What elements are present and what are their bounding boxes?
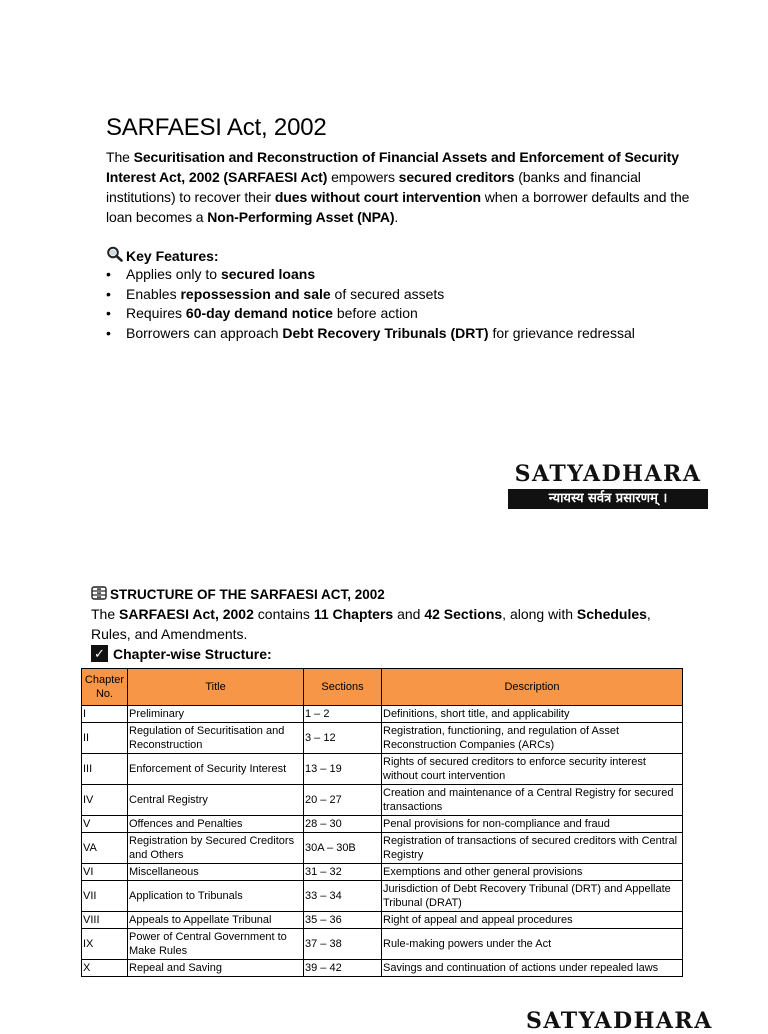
dues-text: dues without court intervention	[274, 189, 481, 205]
feature-text: Borrowers can approach	[126, 324, 283, 341]
intro-paragraph	[106, 147, 706, 227]
act-full-name: Securitisation and Reconstruction of Financial Assets and Enforcement of Security Interest Act, 2002 (SARFAESI Act)	[106, 149, 679, 185]
feature-text: Applies only to	[126, 266, 221, 282]
cell-chapter: III	[82, 754, 128, 785]
feature-text: Requires	[126, 305, 186, 321]
structure-text: contains	[253, 606, 314, 622]
cell-title: Repeal and Saving	[128, 960, 304, 977]
structure-heading	[91, 586, 385, 603]
cell-chapter: IV	[82, 785, 128, 816]
structure-paragraph	[91, 604, 691, 644]
table-row	[82, 833, 683, 864]
table-row	[82, 960, 683, 977]
satyadhara-logo-footer: SATYADHARA	[526, 1008, 713, 1034]
feature-text: for grievance redressal	[488, 324, 635, 341]
column-header-sections: Sections	[304, 669, 382, 706]
cell-title: Power of Central Government to Make Rules	[128, 929, 304, 960]
cell-description: Creation and maintenance of a Central Registry for secured transactions	[382, 785, 683, 816]
cell-description: Right of appeal and appeal procedures	[382, 912, 683, 929]
cell-description: Registration of transactions of secured creditors with Central Registry	[382, 833, 683, 864]
cell-sections: 37 – 38	[304, 929, 382, 960]
cell-description: Penal provisions for non-compliance and fraud	[382, 816, 683, 833]
feature-bold: repossession and sale	[180, 285, 331, 302]
intro-text: empowers	[327, 169, 399, 185]
cell-sections: 31 – 32	[304, 864, 382, 881]
logo-name: SATYADHARA	[514, 461, 702, 487]
cell-chapter: IX	[82, 929, 128, 960]
feature-text: before action	[332, 305, 418, 321]
feature-text: of secured assets	[330, 285, 445, 302]
structure-text: , Rules, and Amendments.	[91, 606, 651, 642]
npa-text: Non-Performing Asset (NPA)	[207, 209, 395, 225]
cell-sections: 1 – 2	[304, 706, 382, 723]
cell-title: Central Registry	[128, 785, 304, 816]
cell-sections: 35 – 36	[304, 912, 382, 929]
cell-sections: 39 – 42	[304, 960, 382, 977]
structure-heading-text: STRUCTURE OF THE SARFAESI ACT, 2002	[110, 587, 385, 602]
table-header-row	[82, 669, 683, 706]
table-row	[82, 785, 683, 816]
table-row	[82, 881, 683, 912]
structure-bold: Schedules	[576, 606, 647, 622]
list-item	[106, 324, 635, 344]
chapter-wise-heading	[91, 645, 272, 662]
column-header-chapter: Chapter No.	[82, 669, 128, 706]
cell-chapter: VI	[82, 864, 128, 881]
cell-title: Offences and Penalties	[128, 816, 304, 833]
cell-description: Rule-making powers under the Act	[382, 929, 683, 960]
chapter-table	[81, 668, 683, 977]
structure-text: and	[393, 606, 425, 622]
cell-sections: 3 – 12	[304, 723, 382, 754]
cell-description: Savings and continuation of actions under repealed laws	[382, 960, 683, 977]
cell-description: Definitions, short title, and applicability	[382, 706, 683, 723]
table-row	[82, 912, 683, 929]
cell-chapter: VII	[82, 881, 128, 912]
cell-sections: 28 – 30	[304, 816, 382, 833]
cell-chapter: VA	[82, 833, 128, 864]
feature-text: Enables	[126, 285, 181, 302]
table-row	[82, 754, 683, 785]
table-row	[82, 723, 683, 754]
check-box-icon: ✓	[91, 645, 108, 662]
key-features-label: Key Features:	[126, 247, 219, 264]
magnifier-icon	[106, 246, 124, 265]
cell-title: Application to Tribunals	[128, 881, 304, 912]
cell-description: Jurisdiction of Debt Recovery Tribunal (DRT) and Appellate Tribunal (DRAT)	[382, 881, 683, 912]
intro-text: (banks and financial institutions) to recover their	[106, 169, 641, 205]
cell-title: Regulation of Securitisation and Reconstruction	[128, 723, 304, 754]
key-features-heading	[106, 246, 219, 265]
cell-sections: 13 – 19	[304, 754, 382, 785]
intro-text: The	[106, 149, 134, 165]
feature-bold: secured loans	[220, 266, 316, 282]
column-header-description: Description	[382, 669, 683, 706]
table-row	[82, 706, 683, 723]
structure-bold: 42 Sections	[424, 606, 503, 622]
cell-title: Registration by Secured Creditors and Others	[128, 833, 304, 864]
cell-title: Enforcement of Security Interest	[128, 754, 304, 785]
column-header-title: Title	[128, 669, 304, 706]
table-row	[82, 816, 683, 833]
cell-chapter: X	[82, 960, 128, 977]
cell-description: Registration, functioning, and regulation of Asset Reconstruction Companies (ARCs)	[382, 723, 683, 754]
cell-title: Miscellaneous	[128, 864, 304, 881]
cell-chapter: V	[82, 816, 128, 833]
cell-chapter: VIII	[82, 912, 128, 929]
cell-sections: 33 – 34	[304, 881, 382, 912]
cell-description: Exemptions and other general provisions	[382, 864, 683, 881]
feature-bold: Debt Recovery Tribunals (DRT)	[282, 324, 489, 341]
cell-sections: 20 – 27	[304, 785, 382, 816]
structure-text: The	[91, 606, 120, 622]
intro-text: when a borrower defaults and the loan becomes a	[106, 189, 690, 225]
feature-bold: 60-day demand notice	[185, 305, 333, 321]
chapter-wise-label: Chapter-wise Structure:	[113, 645, 272, 662]
cell-title: Preliminary	[128, 706, 304, 723]
cell-chapter: I	[82, 706, 128, 723]
cell-title: Appeals to Appellate Tribunal	[128, 912, 304, 929]
structure-text: , along with	[502, 606, 577, 622]
page-title: SARFAESI Act, 2002	[106, 114, 327, 141]
list-item	[106, 304, 635, 324]
list-item	[106, 285, 635, 305]
table-row	[82, 929, 683, 960]
intro-text: .	[394, 209, 399, 225]
cell-sections: 30A – 30B	[304, 833, 382, 864]
key-features-list	[106, 265, 635, 343]
secured-creditors-text: secured creditors	[398, 169, 515, 185]
table-row	[82, 864, 683, 881]
cell-description: Rights of secured creditors to enforce security interest without court intervention	[382, 754, 683, 785]
list-item	[106, 265, 635, 285]
logo-motto: न्यायस्य सर्वत्र प्रसारणम् ।	[508, 489, 708, 509]
structure-bold: SARFAESI Act, 2002	[119, 606, 254, 622]
structure-bold: 11 Chapters	[313, 606, 394, 622]
books-icon	[91, 586, 107, 603]
satyadhara-logo	[508, 461, 708, 509]
cell-chapter: II	[82, 723, 128, 754]
